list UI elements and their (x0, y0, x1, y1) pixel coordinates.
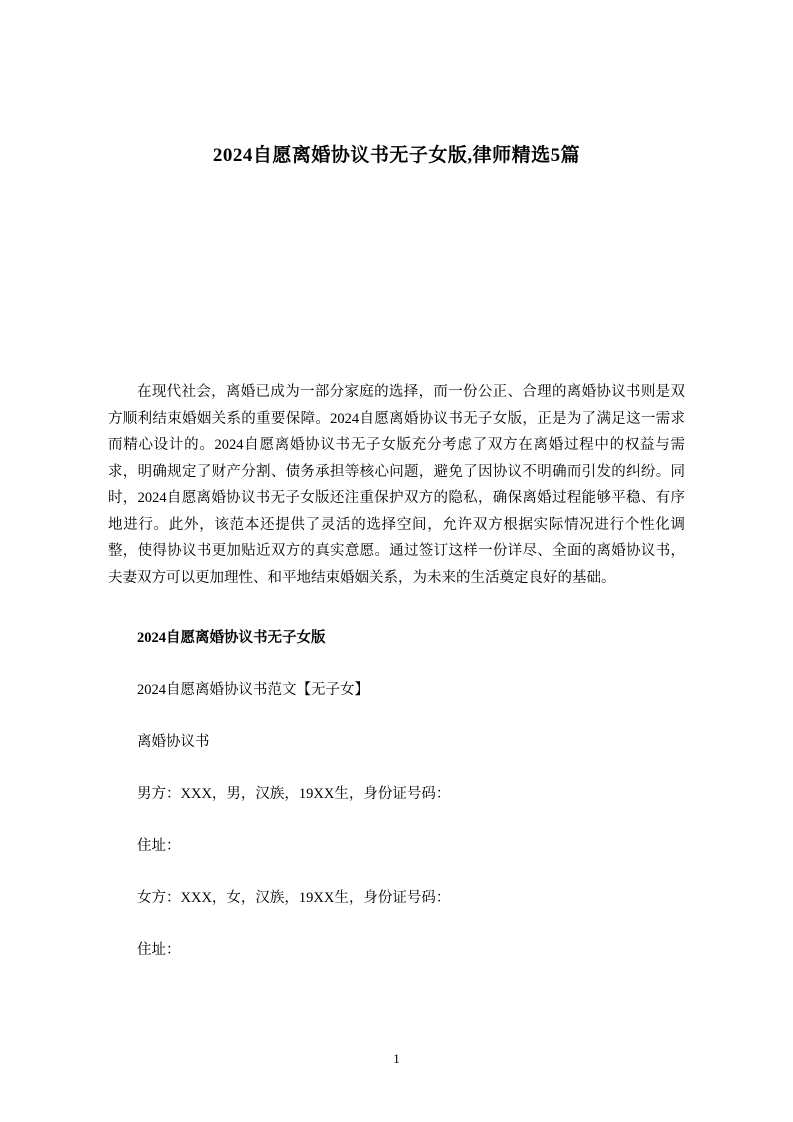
paragraph-wife-address: 住址： (137, 942, 181, 958)
section-heading: 2024自愿离婚协议书无子女版 (137, 630, 326, 646)
paragraph-husband-address: 住址： (137, 838, 181, 854)
paragraph-wife-info: 女方：XXX，女，汉族，19XX生，身份证号码： (137, 890, 451, 906)
paragraph-husband-info: 男方：XXX，男，汉族，19XX生，身份证号码： (137, 786, 451, 802)
page-number: 1 (393, 1051, 400, 1066)
paragraph-subtitle: 2024自愿离婚协议书范文【无子女】 (137, 682, 369, 698)
intro-paragraph: 在现代社会，离婚已成为一部分家庭的选择，而一份公正、合理的离婚协议书则是双方顺利结束婚姻关系的重要保障。2024自愿离婚协议书无子女版，正是为了满足这一需求而精心设计的。2024自愿离婚协议书无子女版充分考虑了双方在离婚过程中的权益与需求，明确规定了财产分割、债务承担等核心问题，避免了因协议不明确而引发的纠纷。同时，2024自愿离婚协议书无子女版还注重保护双方的隐私，确保离婚过程能够平稳、有序地进行。此外，该范本还提供了灵活的选择空间，允许双方根据实际情况进行个性化调整，使得协议书更加贴近双方的真实意愿。通过签订这样一份详尽、全面的离婚协议书，夫妻双方可以更加理性、和平地结束婚姻关系，为未来的生活奠定良好的基础。 (108, 384, 685, 586)
document-title: 2024自愿离婚协议书无子女版,律师精选5篇 (212, 145, 581, 166)
paragraph-agreement-title: 离婚协议书 (137, 734, 210, 750)
